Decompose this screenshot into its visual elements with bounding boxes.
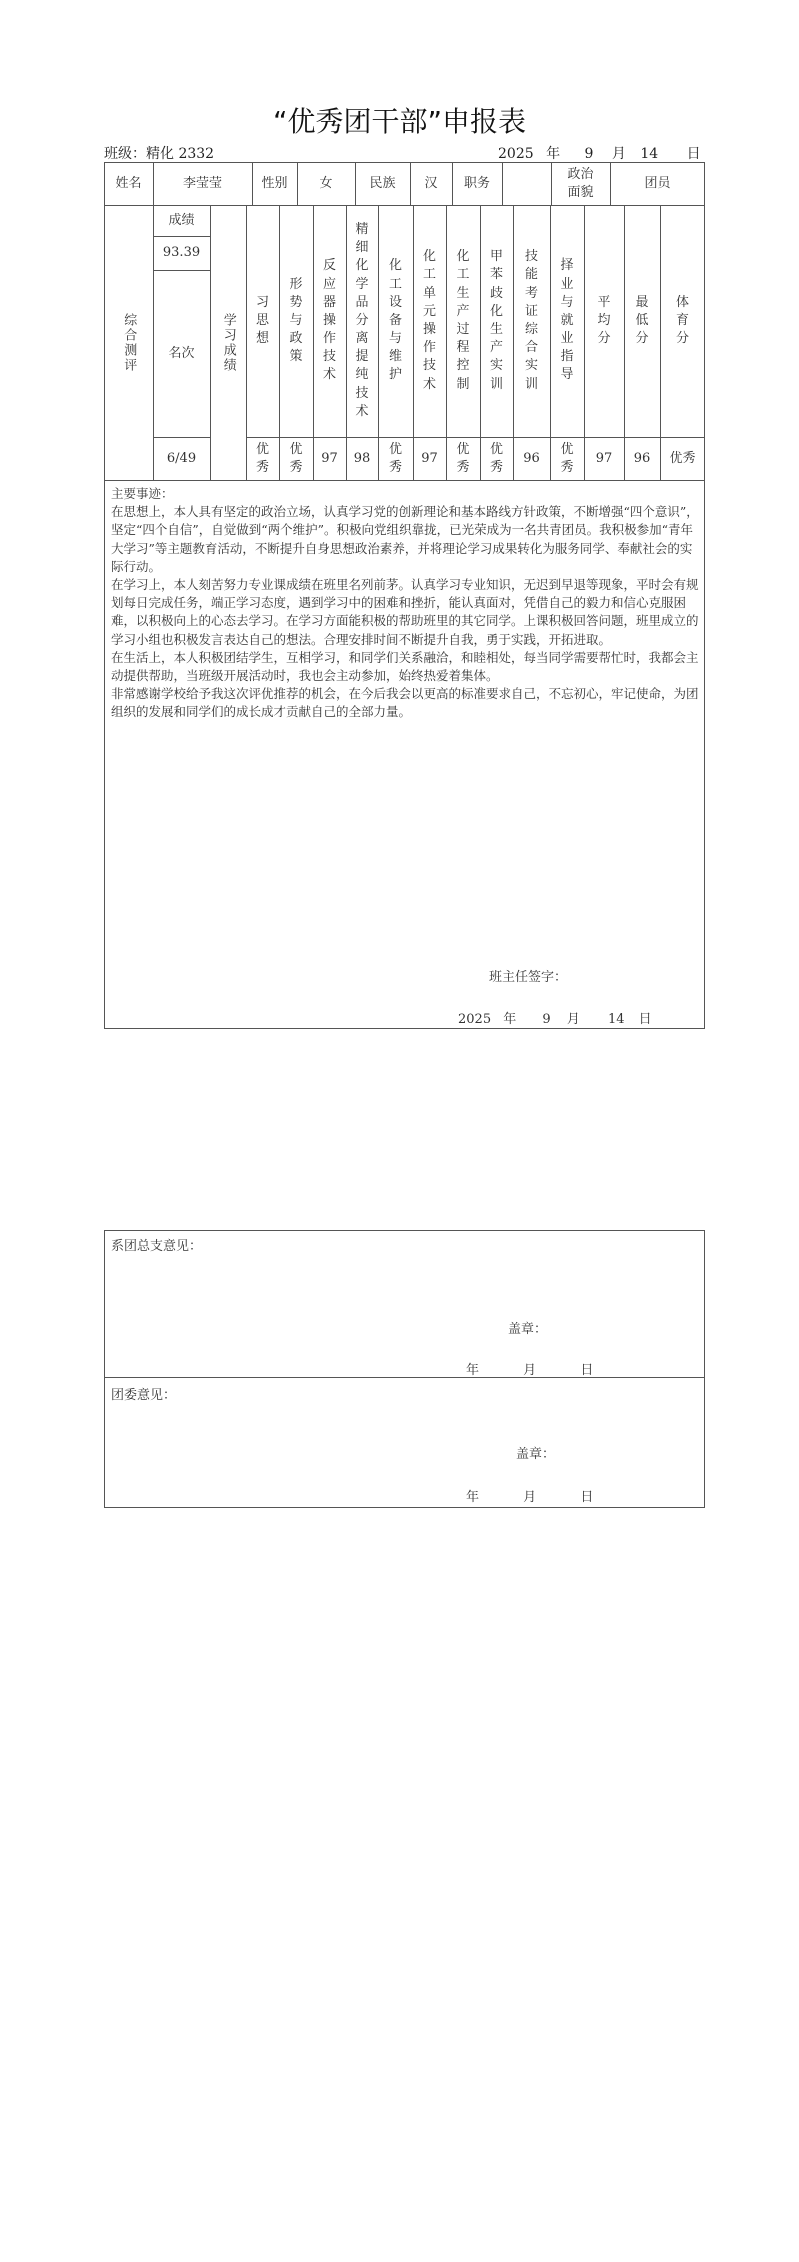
subject-name <box>490 248 503 394</box>
class-value: 精化 2332 <box>146 146 215 162</box>
committee-stamp-label: 盖章： <box>516 1447 556 1462</box>
deeds-paragraph-4: 非常感谢学校给予我这次评优推荐的机会，在今后我会以更高的标准要求自己，不忘初心，牢记使命，为团组织的发展和同学们的成长成才贡献自己的全部力量。 <box>111 686 699 720</box>
class-info <box>104 143 214 163</box>
subject-value-11: 97 <box>595 450 613 466</box>
form-date <box>498 143 701 163</box>
subject-char: 离 <box>355 331 369 347</box>
political-value: 团员 <box>644 175 671 191</box>
committee-month-unit: 月 <box>523 1490 537 1505</box>
subject-value-5: 优秀 <box>388 441 402 475</box>
subject-char: 护 <box>388 367 402 383</box>
subject-char: 工 <box>388 276 402 292</box>
form-title: “优秀团干部”申报表 <box>272 105 526 138</box>
subject-name <box>525 248 538 394</box>
subject-header-11 <box>584 205 624 437</box>
evaluation-label-text: 综合测评 <box>121 312 137 373</box>
subject-char: 工 <box>422 267 436 283</box>
subject-char: 操 <box>422 322 436 337</box>
subject-char: 反 <box>322 258 336 274</box>
date-day: 14 <box>640 146 659 162</box>
branch-opinion-label: 系团总支意见： <box>111 1239 203 1254</box>
subject-char: 与 <box>388 331 402 347</box>
subject-header-1 <box>246 205 279 437</box>
subject-char: 器 <box>322 294 336 310</box>
committee-date <box>466 1486 593 1505</box>
subject-header-12 <box>624 205 660 437</box>
subject-name <box>423 248 436 394</box>
subject-char: 操 <box>322 312 336 328</box>
subject-char: 实 <box>524 358 538 374</box>
subject-char: 想 <box>255 331 269 347</box>
opinions-table <box>104 1230 705 1508</box>
subject-char: 元 <box>422 303 436 319</box>
subject-char: 术 <box>322 367 336 383</box>
subject-value-3: 97 <box>321 450 338 466</box>
subject-name <box>355 221 368 421</box>
subject-value-10: 优秀 <box>560 441 574 475</box>
subject-char: 就 <box>560 312 574 328</box>
month-unit: 月 <box>611 146 626 162</box>
subject-char: 习 <box>255 294 269 310</box>
year-unit: 年 <box>546 146 561 162</box>
political-label: 政治面貌 <box>567 166 594 200</box>
subject-char: 与 <box>289 312 303 328</box>
gender-label: 性别 <box>261 175 288 191</box>
sign-day: 14 <box>607 1012 625 1027</box>
subject-char: 生 <box>489 322 503 337</box>
subject-value-6: 97 <box>421 450 438 466</box>
subject-char: 分 <box>635 331 649 347</box>
subject-char: 最 <box>635 294 649 310</box>
subject-char: 应 <box>322 276 336 292</box>
subject-value-13: 优秀 <box>669 450 696 466</box>
subject-char: 技 <box>422 358 436 374</box>
position-value <box>502 162 551 205</box>
subject-char: 指 <box>560 349 574 365</box>
subject-char: 化 <box>355 258 369 274</box>
subject-char: 术 <box>422 376 436 392</box>
subject-char: 训 <box>489 376 503 392</box>
subject-char: 纯 <box>355 367 369 383</box>
branch-date <box>466 1359 593 1378</box>
deeds-paragraph-3: 在生活上，本人积极团结学生，互相学习，和同学们关系融洽，和睦相处，每当同学需要帮忙时，我都会主动提供帮助，当班级开展活动时，我也会主动参加，始终热爱着集体。 <box>111 649 699 684</box>
branch-day-unit: 日 <box>580 1363 594 1378</box>
subject-name <box>323 257 336 384</box>
subject-char: 均 <box>597 312 611 328</box>
sign-day-unit: 日 <box>638 1012 652 1027</box>
subject-header-5 <box>378 205 413 437</box>
subject-char: 形 <box>289 276 303 292</box>
subject-char: 择 <box>560 258 574 274</box>
subject-char: 综 <box>524 322 538 337</box>
subject-name <box>256 294 269 349</box>
subject-char: 维 <box>388 349 402 365</box>
position-label: 职务 <box>463 175 490 191</box>
subject-char: 细 <box>355 240 369 256</box>
subject-name <box>456 248 469 394</box>
ethnicity-value: 汉 <box>424 175 438 191</box>
subject-char: 训 <box>524 376 538 392</box>
subject-char: 平 <box>597 294 611 310</box>
subject-header-10 <box>550 205 584 437</box>
subject-char: 精 <box>355 221 369 237</box>
day-unit: 日 <box>686 146 701 162</box>
subject-header-8 <box>480 205 513 437</box>
subject-char: 考 <box>524 285 538 301</box>
subject-char: 技 <box>322 349 336 365</box>
subject-char: 体 <box>675 294 689 310</box>
subject-header-4 <box>346 205 378 437</box>
deeds-label: 主要事迹： <box>111 486 174 501</box>
deeds-paragraph-2: 在学习上，本人刻苦努力专业课成绩在班里名列前茅。认真学习专业知识，无迟到早退等现象，平时会有规划每日完成任务，端正学习态度，遇到学习中的困难和挫折，能认真面对，凭借自己的毅力和信心克服困难，以积极向上的心态去学习。在学习方面能积极的帮助班里的其它同学。上课积极回答问题，班里成立的学习小组也积极发言表达自己的想法。合理安排时间不断提升自我，勇于实践，开拓进取。 <box>111 577 699 647</box>
subject-char: 过 <box>456 322 470 337</box>
subject-char: 工 <box>456 267 470 283</box>
subject-header-2 <box>279 205 313 437</box>
deeds-section <box>111 485 699 722</box>
subject-char: 导 <box>560 367 574 383</box>
subject-char: 化 <box>456 249 470 265</box>
subject-char: 化 <box>388 258 402 274</box>
study-score-label <box>210 205 246 480</box>
subject-char: 生 <box>456 285 470 301</box>
sign-year: 2025 <box>458 1012 492 1027</box>
subject-char: 化 <box>422 249 436 265</box>
subject-value-12: 96 <box>633 450 651 466</box>
class-label: 班级： <box>104 146 146 162</box>
subject-name <box>676 294 689 349</box>
subject-char: 育 <box>675 312 689 328</box>
subject-char: 实 <box>489 358 503 374</box>
subject-char: 策 <box>289 349 303 365</box>
subject-char: 备 <box>388 312 402 328</box>
evaluation-section-label <box>104 205 153 480</box>
subject-char: 品 <box>355 294 369 310</box>
committee-opinion-label: 团委意见： <box>111 1388 177 1403</box>
subject-name <box>597 294 610 349</box>
subject-char: 化 <box>489 303 503 319</box>
date-month: 9 <box>584 146 594 162</box>
subject-char: 程 <box>456 340 470 356</box>
subject-header-6 <box>413 205 446 437</box>
deeds-paragraph-1: 在思想上，本人具有坚定的政治立场，认真学习党的创新理论和基本路线方针政策，不断增强“四个意识”，坚定“四个自信”，自觉做到“两个维护”。积极向党组织靠拢，已光荣成为一名共青团员。我积极参加“青年大学习”等主题教育活动，不断提升自身思想政治素养，并将理论学习成果转化为服务同学、奉献社会的实际行动。 <box>111 504 699 574</box>
subject-char: 歧 <box>489 285 503 301</box>
ethnicity-label: 民族 <box>369 175 396 191</box>
branch-stamp-label: 盖章： <box>508 1322 548 1337</box>
subject-char: 设 <box>388 294 402 310</box>
study-score-label-text: 学习成绩 <box>220 312 236 373</box>
name-label: 姓名 <box>115 175 142 191</box>
subject-name <box>289 276 302 367</box>
subject-char: 分 <box>597 331 611 347</box>
name-value: 李莹莹 <box>182 175 222 191</box>
subject-char: 作 <box>422 340 436 356</box>
subject-name <box>635 294 648 349</box>
subject-char: 政 <box>289 331 303 347</box>
subject-value-1: 优秀 <box>255 441 269 475</box>
rank-value: 6/49 <box>166 450 197 466</box>
subject-value-2: 优秀 <box>289 441 303 475</box>
subject-char: 合 <box>524 340 538 356</box>
subject-char: 提 <box>355 349 369 365</box>
subject-value-9: 96 <box>523 450 540 466</box>
committee-year-unit: 年 <box>466 1490 480 1505</box>
subject-char: 分 <box>675 331 689 347</box>
subject-char: 作 <box>322 331 336 347</box>
subject-char: 苯 <box>489 267 503 283</box>
subject-char: 产 <box>456 303 470 319</box>
subject-char: 制 <box>456 376 470 392</box>
subject-char: 分 <box>355 312 369 328</box>
branch-month-unit: 月 <box>523 1363 537 1378</box>
branch-year-unit: 年 <box>466 1363 480 1378</box>
subject-value-4: 98 <box>353 450 371 466</box>
subject-value-8: 优秀 <box>489 441 503 475</box>
subject-char: 业 <box>560 331 574 347</box>
subject-header-3 <box>313 205 346 437</box>
subject-char: 证 <box>524 303 538 319</box>
subject-header-7 <box>446 205 480 437</box>
subject-char: 学 <box>355 276 369 292</box>
subject-header-9 <box>513 205 550 437</box>
subject-char: 单 <box>422 285 436 301</box>
subject-char: 技 <box>355 385 369 401</box>
subject-char: 业 <box>560 276 574 292</box>
rank-label: 名次 <box>168 345 195 361</box>
subject-value-7: 优秀 <box>456 441 470 475</box>
sign-month-unit: 月 <box>566 1012 580 1027</box>
sign-month: 9 <box>542 1012 551 1027</box>
subject-char: 技 <box>524 249 538 265</box>
gender-value: 女 <box>319 175 333 191</box>
sign-year-unit: 年 <box>503 1012 517 1027</box>
score-value: 93.39 <box>162 245 201 261</box>
subject-char: 控 <box>456 358 470 374</box>
subject-char: 术 <box>355 403 369 419</box>
subject-header-13 <box>660 205 705 437</box>
advisor-sign-date <box>458 1008 652 1027</box>
subject-char: 能 <box>524 267 538 283</box>
subject-char: 思 <box>255 312 269 328</box>
subject-char: 低 <box>635 312 649 328</box>
subject-name <box>560 257 573 384</box>
subject-char: 甲 <box>489 249 503 265</box>
committee-day-unit: 日 <box>580 1490 594 1505</box>
subject-name <box>389 257 402 384</box>
score-label: 成绩 <box>168 212 195 228</box>
subject-char: 与 <box>560 294 574 310</box>
advisor-signature-label: 班主任签字： <box>489 970 568 985</box>
date-year: 2025 <box>498 146 534 162</box>
subject-char: 势 <box>289 294 303 310</box>
subject-char: 产 <box>489 340 503 356</box>
